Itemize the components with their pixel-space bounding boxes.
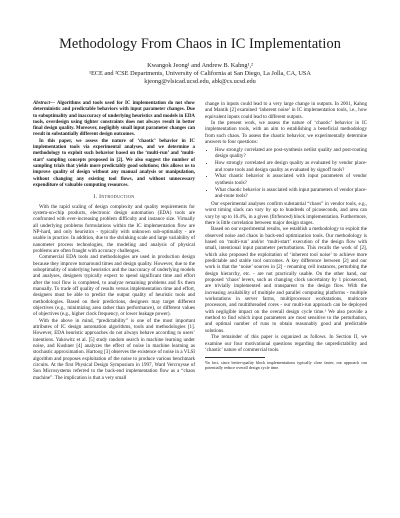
- question-item: • How strongly correlated are post-synthesis netlist quality and post-routing design quality?: [215, 147, 367, 160]
- abstract-label: Abstract: [33, 101, 51, 106]
- intro-paragraph-2: Commercial EDA tools and methodologies are used in production design because they improve turnaround times and design quality. However, due to the suboptimality of underlying heuristics and the inaccuracy of underlying models and analyses, designers typically expect to spend significant time and effort after the tool flow is completed, to analyze remaining problems and fix them manually. To trade off quality of results versus implementation time and effort, designers must be able to predict the output quality of heuristic tools and methodologies. Based on their predictions, designers may target different objectives (e.g., minimizing area rather than performance), or different values of objectives (e.g., higher clock frequency, or lower leakage power).: [33, 254, 195, 318]
- left-column: [33, 101, 195, 381]
- organization-paragraph: The remainder of this paper is organized as follows. In Section II, we examine our four motivational questions regarding the unpredictability and ‘chaotic’ nature of commercial tools.: [205, 334, 367, 353]
- paper-title: Methodology From Chaos in IC Implementation: [59, 36, 341, 52]
- methodology-paragraph: Based on our experimental results, we establish a methodology to exploit the observed noise and chaos in back-end optimization tools. Our methodology is based on ‘multi-run’ and/or ‘multi-start’ execution of the design flow with small, intentional input parameter perturbations. This recalls the work of [2], which also proposed the exploitation of ‘inherent tool noise’ to achieve more predictable and stable tool outcomes. A key difference between [2] and our work is that the ‘noise’ sources in [2] - renaming cell instances, perturbing the design hierarchy, etc. - are not practically usable. On the other hand, our proposed ‘chaos’ levers, such as changing clock uncertainty by 1 picosecond, are trivially implemented and transparent to the design flow. With the increasing availability of multiple and parallel computing platforms - multiple workstations in server farms, multiprocessor workstations, multicore processors, and multithreaded cores - our multi-run approach can be deployed with negligible impact on the overall design cycle time.¹ We also provide a method to find which input parameters are most sensitive to the perturbation, and optimal number of runs to obtain reasonably good and predictable solutions.: [205, 226, 367, 334]
- author-block: [0, 62, 400, 87]
- footnote-divider: [205, 357, 265, 358]
- question-list: [205, 147, 367, 200]
- results-paragraph: Our experimental analyses confirm substantial “chaos” in vendor tools, e.g., worst timing slack can vary by up to hundreds of picoseconds, and area can vary by up to 16.4%, in a given (fit/fenced) block implementation. Furthermore, there is little correlation between major design stages.: [205, 200, 367, 226]
- author-emails: kjeong@vlsicad.ucsd.edu, abk@cs.ucsd.edu: [144, 78, 256, 86]
- intro-paragraph-1: With the rapid scaling of design complexity and quality requirements for system-on-chip products, electronic design automation (EDA) tools are confronted with ever-increasing problem difficulty and instance size. Virtually all underlying problems formulations within the IC implementation flow are NP-hard, and only heuristics - typically with unknown sub-optimality - are usable in practice. In addition, due to the shrinking scale and large variability of nanometer process technologies, the modeling and analysis of physical problems are often fraught with accuracy challenges.: [33, 203, 195, 254]
- intro-paragraph-3: With the above in mind, “predictability” is one of the most important attributes of IC design automation algorithms, tools and methodologies [1]. However, EDA heuristic approaches do not always behave according to users’ intentions. Yakowitz et al. [5] study random search in machine learning under noise, and Kushner [4] analyzes the effect of noise in machine learning as stochastic approximation. Hartoog [3] observes the existence of noise in a VLSI algorithm and proposes exploitation of the noise to produce various benchmark circuits. At the first Physical Design Symposium in 1997, Ward Vercruysse of Sun Microsystems referred to the back-end implementation flow as a “chaos machine”. The implication is that a very small: [33, 317, 195, 381]
- section-heading-introduction: I. Introduction: [93, 194, 135, 201]
- abstract-text: — Algorithms and tools used for IC implementation do not show deterministic and predictable behaviors with input parameter changes. Due to suboptimality and inaccuracy of underlying heuristics and models in EDA tools, overdesign using tighter constraints does not always result in better final design quality. Moreover, negligibly small input parameter changes can result in substantially different design outcomes.: [33, 101, 195, 138]
- footnote: ¹In fact, since better-quality block implementations typically close faster, our approach can potentially reduce overall design cycle time.: [205, 360, 367, 371]
- present-work-paragraph: In the present work, we assess the nature of ‘chaotic’ behavior in IC implementation tools, with an aim to establishing a beneficial methodology from such chaos. To assess the chaotic behavior, we experimentally determine answers to four questions:: [205, 120, 367, 146]
- question-item: • What chaotic behavior is associated with input parameters of vendor synthesis tools?: [215, 173, 367, 186]
- author-names: Kwangok Jeong¹ and Andrew B. Kahng¹,²: [147, 62, 253, 69]
- author-affiliation: ¹ECE and ²CSE Departments, University of California at San Diego, La Jolla, CA, USA: [89, 70, 311, 78]
- intro-continued: change in inputs could lead to a very large change in outputs. In 2001, Kahng and Mantik [2] examined ‘inherent noise’ in IC implementation tools, i.e., how equivalent inputs could lead to different outputs.: [205, 101, 367, 120]
- question-item: • What chaotic behavior is associated with input parameters of vendor place-and-route tools?: [215, 187, 367, 200]
- abstract: [33, 101, 195, 139]
- right-column: [205, 101, 367, 371]
- question-item: • How strongly correlated are design quality as evaluated by vendor place-and route tools and design quality as evaluated by signoff tools?: [215, 160, 367, 173]
- abstract-paragraph-2: In this paper, we assess the nature of ‘chaotic’ behavior in IC implementation tools via experimental analyses, and we determine a methodology to exploit such behavior based on the ‘multi-run’ and ‘multi-start’ sampling concepts proposed in [2]. We also suggest the number of sampling trials that yields more predictably good solutions; this allows us to improve quality of design without any manual analysis or manipulation, without changing any existing tool flows, and without unnecessary expenditure of valuable computing resources.: [33, 138, 195, 188]
